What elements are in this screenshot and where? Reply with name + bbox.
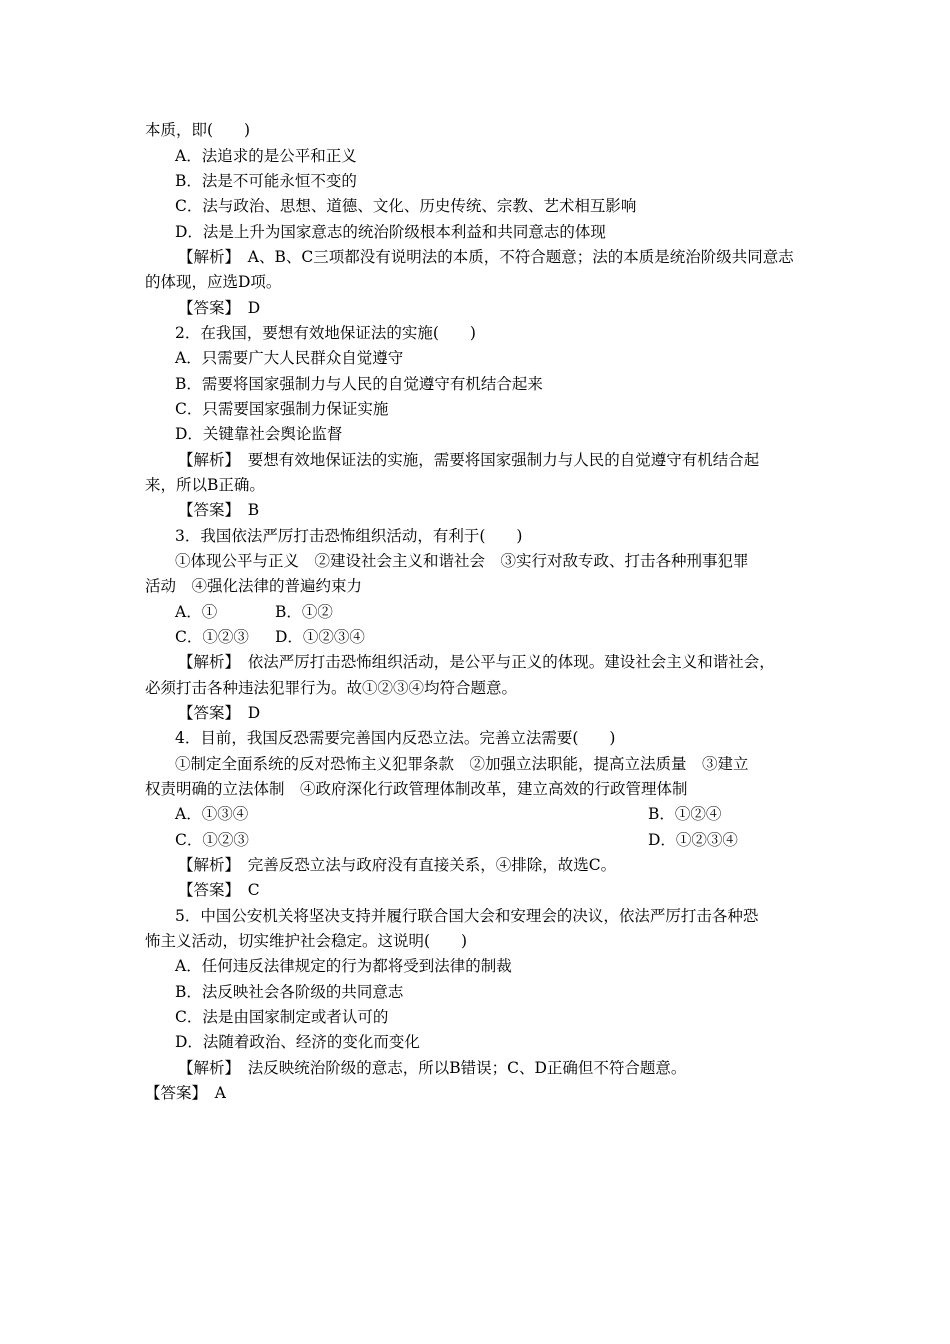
- q4-option-a: A．①③④: [175, 805, 249, 823]
- q3-options-row1: [175, 602, 815, 624]
- q5-option-a: A．任何违反法律规定的行为都将受到法律的制裁: [175, 957, 512, 975]
- q1-stem-tail: 本质，即( ): [145, 121, 251, 139]
- q5-answer: 【答案】 A: [145, 1084, 226, 1102]
- q3-analysis: 【解析】 依法严厉打击恐怖组织活动，是公平与正义的体现。建设社会主义和谐社会，: [178, 653, 775, 671]
- q3-option-d: D．①②③④: [275, 628, 365, 646]
- q4-stem: 4．目前，我国反恐需要完善国内反恐立法。完善立法需要( ): [175, 729, 616, 747]
- q3-answer: 【答案】 D: [178, 704, 261, 722]
- q5-stem-cont: 怖主义活动，切实维护社会稳定。这说明( ): [145, 932, 468, 950]
- q5-option-d: D．法随着政治、经济的变化而变化: [175, 1033, 420, 1051]
- q1-option-c: C．法与政治、思想、道德、文化、历史传统、宗教、艺术相互影响: [175, 197, 637, 215]
- q2-option-a: A．只需要广大人民群众自觉遵守: [175, 349, 404, 367]
- q3-option-b: B．①②: [275, 603, 333, 621]
- q3-stem: 3．我国依法严厉打击恐怖组织活动，有利于( ): [175, 527, 523, 545]
- q1-option-b: B．法是不可能永恒不变的: [175, 172, 357, 190]
- q4-option-b: B．①②④: [648, 805, 722, 823]
- q4-option-d: D．①②③④: [648, 831, 738, 849]
- q5-stem: 5．中国公安机关将坚决支持并履行联合国大会和安理会的决议，依法严厉打击各种恐: [175, 907, 759, 925]
- q5-option-b: B．法反映社会各阶级的共同意志: [175, 983, 404, 1001]
- q4-option-c: C．①②③: [175, 831, 249, 849]
- q5-analysis: 【解析】 法反映统治阶级的意志，所以B错误；C、D正确但不符合题意。: [178, 1059, 687, 1077]
- q1-analysis-cont: 的体现，应选D项。: [145, 273, 282, 291]
- q4-analysis: 【解析】 完善反恐立法与政府没有直接关系，④排除，故选C。: [178, 856, 617, 874]
- q1-answer: 【答案】 D: [178, 299, 261, 317]
- q2-option-c: C．只需要国家强制力保证实施: [175, 400, 389, 418]
- q1-analysis: 【解析】 A、B、C三项都没有说明法的本质，不符合题意；法的本质是统治阶级共同意志: [178, 248, 794, 266]
- q2-analysis: 【解析】 要想有效地保证法的实施，需要将国家强制力与人民的自觉遵守有机结合起: [178, 451, 760, 469]
- q2-answer: 【答案】 B: [178, 501, 260, 519]
- q3-items-cont: 活动 ④强化法律的普遍约束力: [145, 577, 363, 595]
- q4-answer: 【答案】 C: [178, 881, 260, 899]
- q3-option-c: C．①②③: [175, 628, 249, 646]
- q1-option-a: A．法追求的是公平和正义: [175, 147, 357, 165]
- q2-analysis-cont: 来，所以B正确。: [145, 476, 265, 494]
- q3-analysis-cont: 必须打击各种违法犯罪行为。故①②③④均符合题意。: [145, 679, 518, 697]
- q4-items-cont: 权责明确的立法体制 ④政府深化行政管理体制改革，建立高效的行政管理体制: [145, 780, 688, 798]
- q2-option-d: D．关键靠社会舆论监督: [175, 425, 343, 443]
- q3-items: ①体现公平与正义 ②建设社会主义和谐社会 ③实行对敌专政、打击各种刑事犯罪: [175, 552, 749, 570]
- q1-option-d: D．法是上升为国家意志的统治阶级根本利益和共同意志的体现: [175, 223, 606, 241]
- q3-option-a: A．①: [175, 603, 218, 621]
- q2-stem: 2．在我国，要想有效地保证法的实施( ): [175, 324, 476, 342]
- q4-items: ①制定全面系统的反对恐怖主义犯罪条款 ②加强立法职能，提高立法质量 ③建立: [175, 755, 749, 773]
- q3-options-row2: [175, 627, 815, 649]
- q2-option-b: B．需要将国家强制力与人民的自觉遵守有机结合起来: [175, 375, 543, 393]
- q5-option-c: C．法是由国家制定或者认可的: [175, 1008, 389, 1026]
